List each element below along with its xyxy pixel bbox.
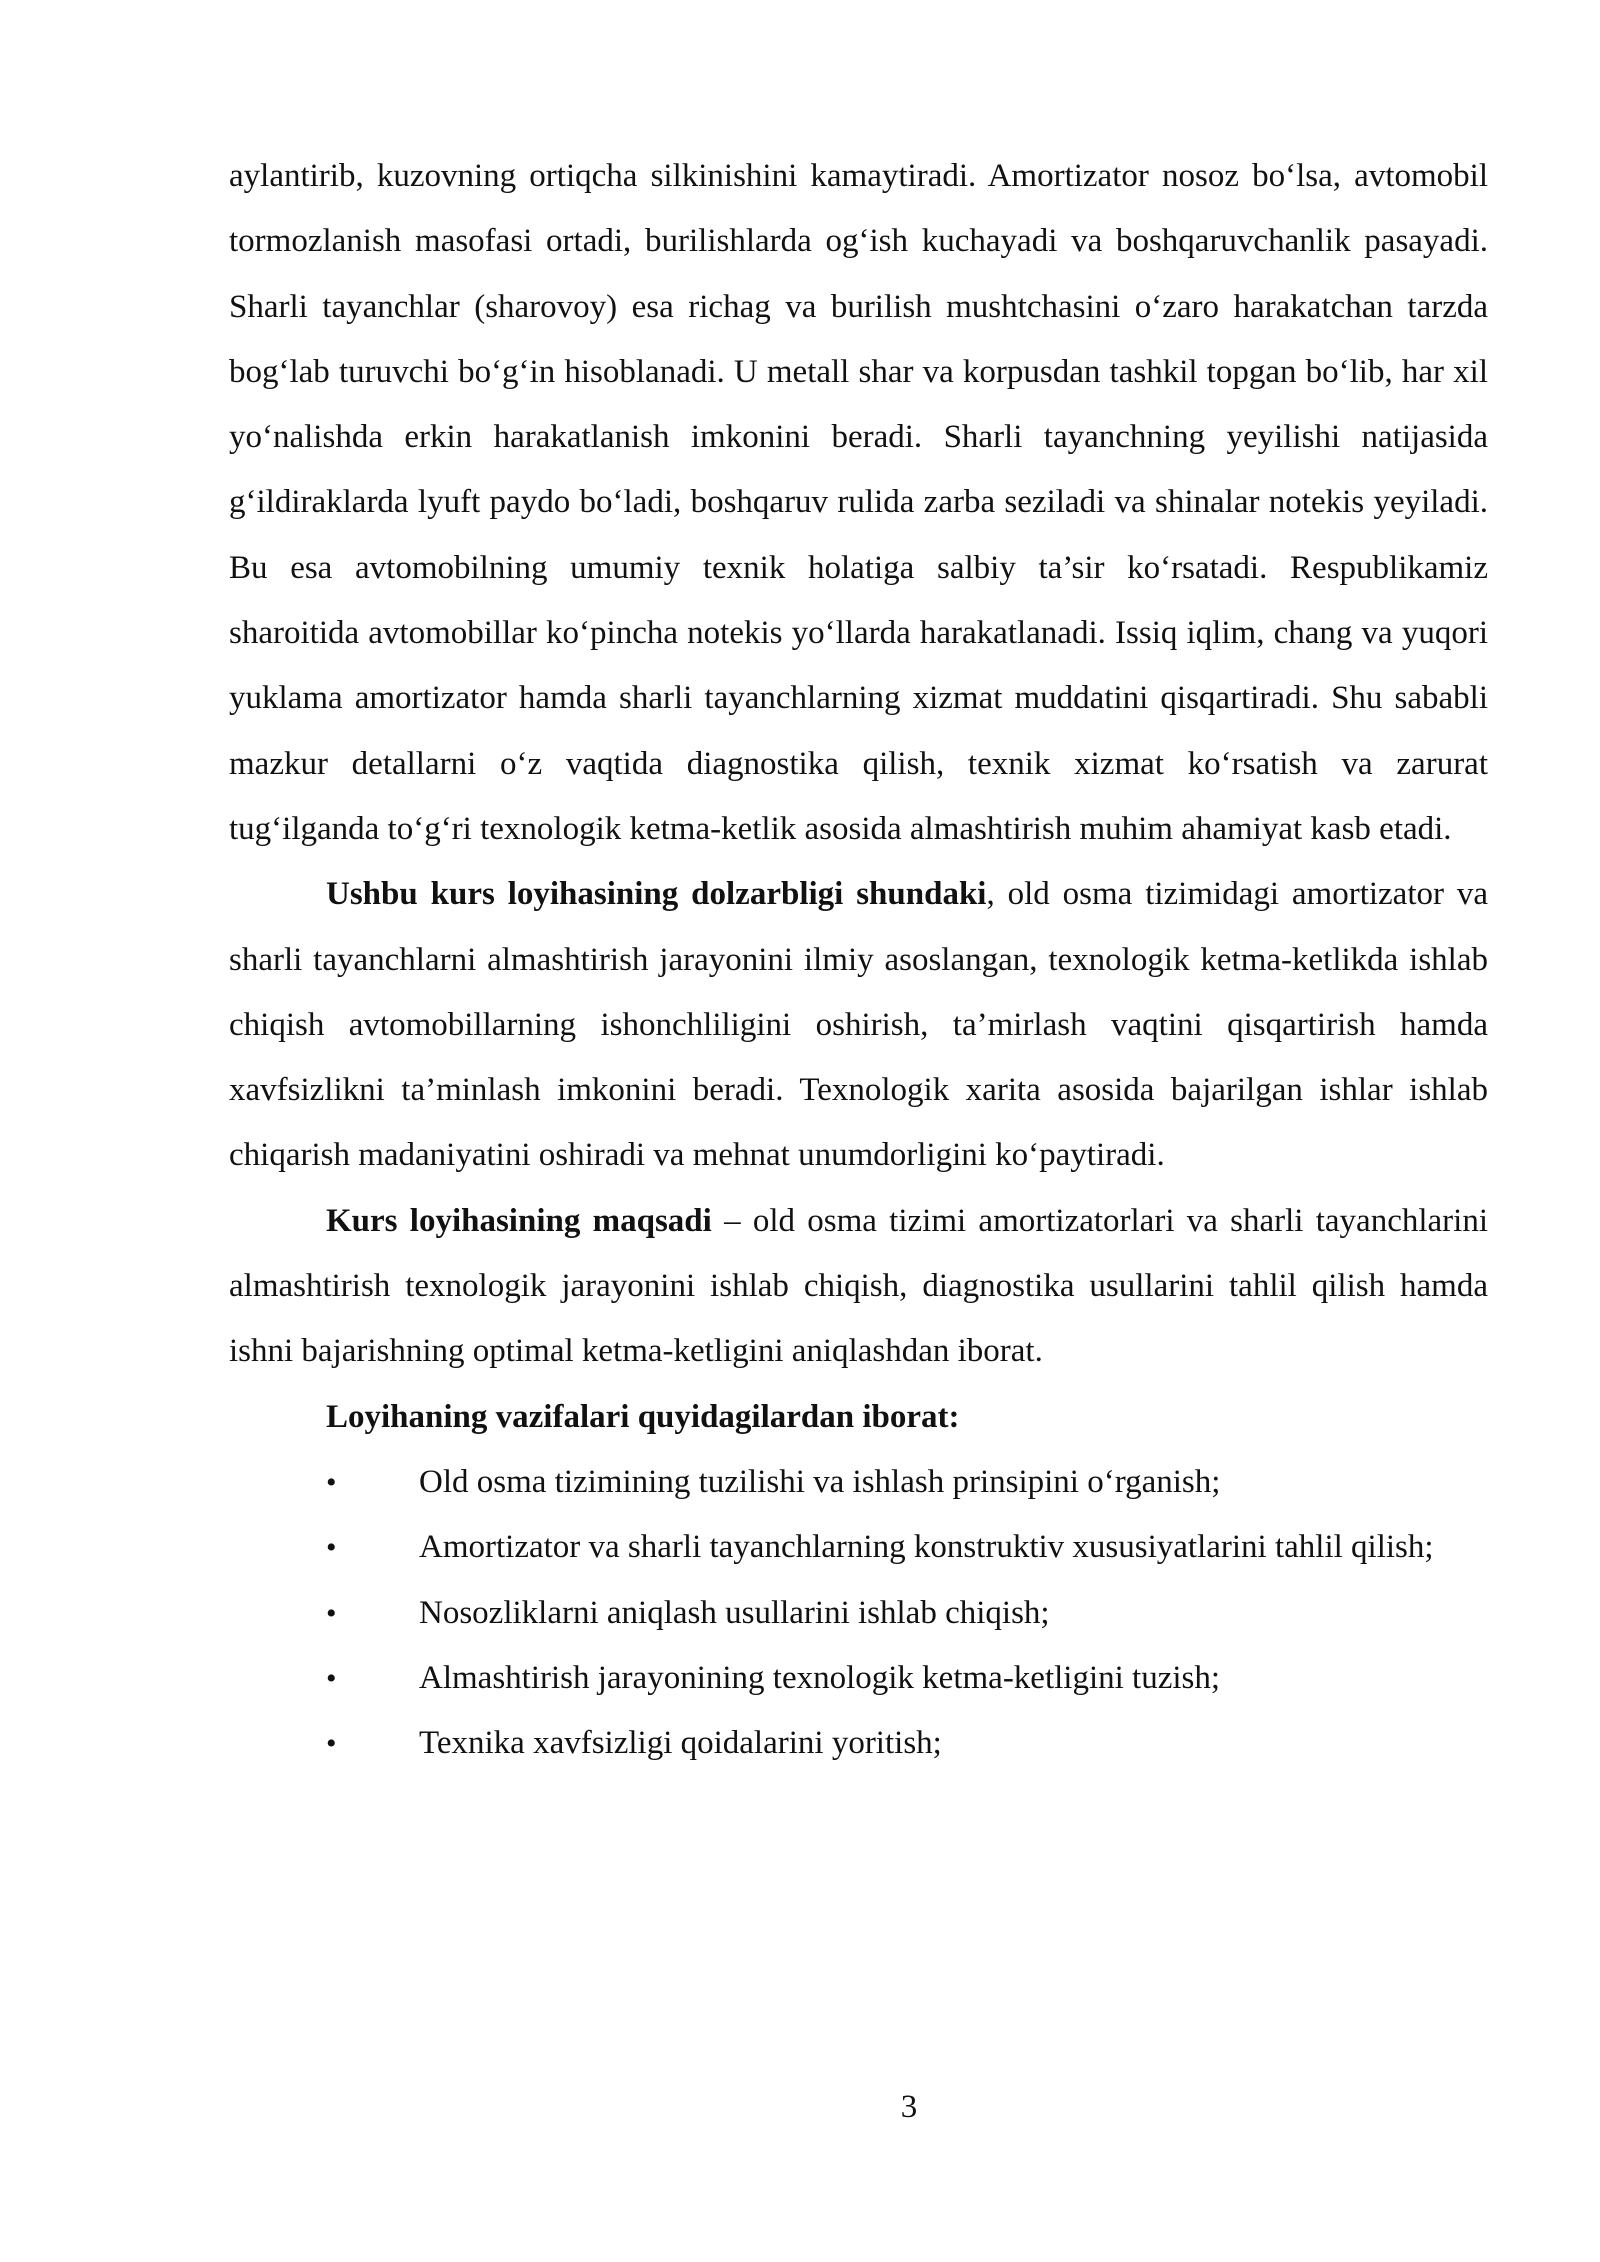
- task-text: Amortizator va sharli tayanchlarning konstruktiv xususiyatlarini tahlil qilish;: [419, 1529, 1434, 1566]
- page-number: 3: [900, 2089, 918, 2125]
- relevance-text: , old osma tizimidagi amortizator va sharli tayanchlarni almashtirish jarayonini ilmiy asoslangan, texnologik ketma-ketlikda ishlab chiqish avtomobillarning ishonchliligini oshirish, ta’mirlash vaqtini qisqartirish hamda xavfsizlikni ta’minlash imkonini beradi. Texnologik xarita asosida bajarilgan ishlar ishlab chiqarish madaniyatini oshiradi va mehnat unumdorligini ko‘paytiradi.: [229, 876, 1489, 1174]
- tasks-list: [229, 1450, 1488, 1776]
- task-item: [229, 1646, 1488, 1711]
- tasks-heading: Loyihaning vazifalari quyidagilardan iborat:: [326, 1398, 960, 1435]
- task-item: [229, 1581, 1488, 1646]
- bullet-icon: •: [326, 1596, 337, 1630]
- bullet-icon: •: [326, 1531, 337, 1565]
- task-text: Texnika xavfsizligi qoidalarini yoritish;: [419, 1725, 942, 1762]
- goal-text: – old osma tizimi amortizatorlari va sharli tayanchlarini almashtirish texnologik jarayonini ishlab chiqish, diagnostika usullarini tahlil qilish hamda ishni bajarishning optimal ketma-ketligini aniqlashdan iborat.: [229, 1202, 1488, 1370]
- body-paragraph: aylantirib, kuzovning ortiqcha silkinishini kamaytiradi. Amortizator nosoz bo‘lsa, avtomobil tormozlanish masofasi ortadi, burilishlarda og‘ish kuchayadi va boshqaruvchanlik pasayadi. Sharli tayanchlar (sharovoy) esa richag va burilish mushtchasini o‘zaro harakatchan tarzda bog‘lab turuvchi bo‘g‘in hisoblanadi. U metall shar va korpusdan tashkil topgan bo‘lib, har xil yo‘nalishda erkin harakatlanish imkonini beradi. Sharli tayanchning yeyilishi natijasida g‘ildiraklarda lyuft paydo bo‘ladi, boshqaruv rulida zarba seziladi va shinalar notekis yeyiladi. Bu esa avtomobilning umumiy texnik holatiga salbiy ta’sir ko‘rsatadi. Respublikamiz sharoitida avtomobillar ko‘pincha notekis yo‘llarda harakatlanadi. Issiq iqlim, chang va yuqori yuklama amortizator hamda sharli tayanchlarning xizmat muddatini qisqartiradi. Shu sababli mazkur detallarni o‘z vaqtida diagnostika qilish, texnik xizmat ko‘rsatish va zarurat tug‘ilganda to‘g‘ri texnologik ketma-ketlik asosida almashtirish muhim ahamiyat kasb etadi.: [229, 158, 1488, 847]
- task-text: Almashtirish jarayonining texnologik ketma-ketligini tuzish;: [419, 1659, 1221, 1696]
- bullet-icon: •: [326, 1727, 337, 1761]
- task-text: Nosozliklarni aniqlash usullarini ishlab chiqish;: [419, 1594, 1050, 1631]
- task-item: [229, 1515, 1488, 1580]
- task-text: Old osma tizimining tuzilishi va ishlash prinsipini o‘rganish;: [419, 1463, 1221, 1500]
- relevance-lead: Ushbu kurs loyihasining dolzarbligi shundaki: [326, 876, 987, 913]
- goal-lead: Kurs loyihasining maqsadi: [326, 1202, 712, 1239]
- bullet-icon: •: [326, 1465, 337, 1499]
- relevance-paragraph: [229, 862, 1488, 1188]
- page-body: [229, 144, 1488, 1776]
- goal-paragraph: [229, 1189, 1488, 1385]
- task-item: [229, 1450, 1488, 1515]
- bullet-icon: •: [326, 1661, 337, 1695]
- task-item: [229, 1711, 1488, 1776]
